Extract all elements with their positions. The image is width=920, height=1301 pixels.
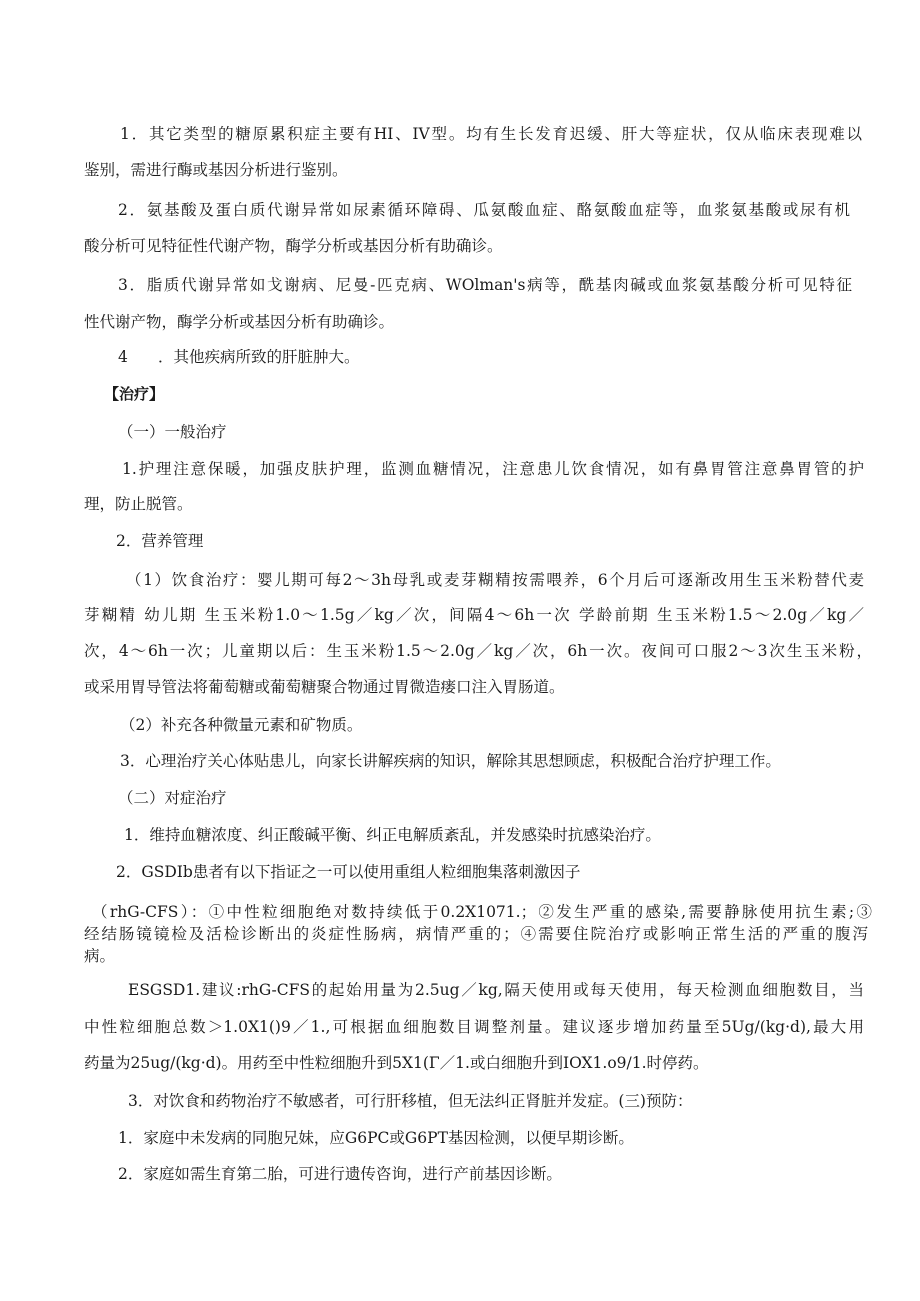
care-line-1: 1.护理注意保暖，加强皮肤护理，监测血糖情况，注意患儿饮食情况，如有鼻胃管注意鼻胃管的护 [122,460,864,478]
diet-line-2: 芽糊精 幼儿期 生玉米粉1.0～1.5g／kg／次，间隔4～6h一次 学龄前期 生玉米粉1.5～2.0g／kg／ [84,606,864,624]
esgsd-line-1: ESGSD1.建议:rhG-CFS的起始用量为2.5ug／kg,隔天使用或每天使用，每天检测血细胞数目，当 [128,981,864,999]
diff-item-3-line-2: 性代谢产物，酶学分析或基因分析有助确诊。 [84,313,395,331]
diff-item-4-text: ．其他疾病所致的肝脏肿大。 [158,348,360,366]
gcsf-detail-line-3: 病。 [84,947,116,965]
symptom-item-2: 2．GSDIb患者有以下指证之一可以使用重组人粒细胞集落刺激因子 [116,863,581,881]
general-treatment-heading: （一）一般治疗 [118,423,227,441]
esgsd-line-3: 药量为25ug/(kg·d)。用药至中性粒细胞升到5X1(Γ／1.或白细胞升到IOX1.o9/1.时停药。 [84,1054,709,1072]
diff-item-2-line-1: 2．氨基酸及蛋白质代谢异常如尿素循环障碍、瓜氨酸血症、酪氨酸血症等，血浆氨基酸或尿有机 [118,201,850,219]
diet-line-1: （1）饮食治疗：婴儿期可每2～3h母乳或麦芽糊精按需喂养，6个月后可逐渐改用生玉米粉替代麦 [126,571,864,589]
diet-line-3: 次，4～6h一次；儿童期以后：生玉米粉1.5～2.0g／kg／次，6h一次。夜间可口服2～3次生玉米粉， [84,642,872,660]
diff-item-3-line-1: 3．脂质代谢异常如戈谢病、尼曼-匹克病、WOlman's病等，酰基肉碱或血浆氨基酸分析可见特征 [118,276,852,294]
diff-item-4 [118,347,360,367]
psych-care-text: 3．心理治疗关心体贴患儿，向家长讲解疾病的知识，解除其思想顾虑，积极配合治疗护理工作。 [120,752,781,770]
symptom-item-3: 3．对饮食和药物治疗不敏感者，可行肝移植，但无法纠正肾脏并发症。(三)预防： [128,1092,693,1110]
diff-item-1-line-2: 鉴别，需进行酶或基因分析进行鉴别。 [84,161,348,179]
diff-item-4-number: 4 [118,348,128,366]
supplement-text: （2）补充各种微量元素和矿物质。 [120,716,363,734]
diet-line-4: 或采用胃导管法将葡萄糖或葡萄糖聚合物通过胃微造瘘口注入胃肠道。 [84,678,565,696]
care-line-2: 理，防止脱管。 [84,495,193,513]
prevention-item-1: 1．家庭中未发病的同胞兄妹，应G6PC或G6PT基因检测，以便早期诊断。 [118,1129,634,1147]
symptomatic-treatment-heading: （二）对症治疗 [118,789,227,807]
prevention-item-2: 2．家庭如需生育第二胎，可进行遗传咨询，进行产前基因诊断。 [118,1165,562,1183]
gcsf-detail-line-2: 经结肠镜镜检及活检诊断出的炎症性肠病，病情严重的；④需要住院治疗或影响正常生活的严重的腹泻 [84,925,868,943]
symptom-item-1: 1．维持血糖浓度、纠正酸碱平衡、纠正电解质紊乱，并发感染时抗感染治疗。 [124,826,661,844]
treatment-heading: 【治疗】 [104,385,165,403]
nutrition-heading: 2．营养管理 [116,532,204,550]
diff-item-2-line-2: 酸分析可见特征性代谢产物，酶学分析或基因分析有助确诊。 [84,237,503,255]
gcsf-detail-line-1: （rhG-CFS）：①中性粒细胞绝对数持续低于0.2X1071.；②发生严重的感染,需要静脉使用抗生素;③ [92,903,872,921]
diff-item-1-line-1: 1．其它类型的糖原累积症主要有HI、IV型。均有生长发育迟缓、肝大等症状，仅从临床表现难以 [120,125,862,143]
esgsd-line-2: 中性粒细胞总数＞1.0X1()9／1.,可根据血细胞数目调整剂量。建议逐步增加药量至5Ug/(kg·d),最大用 [84,1018,864,1036]
